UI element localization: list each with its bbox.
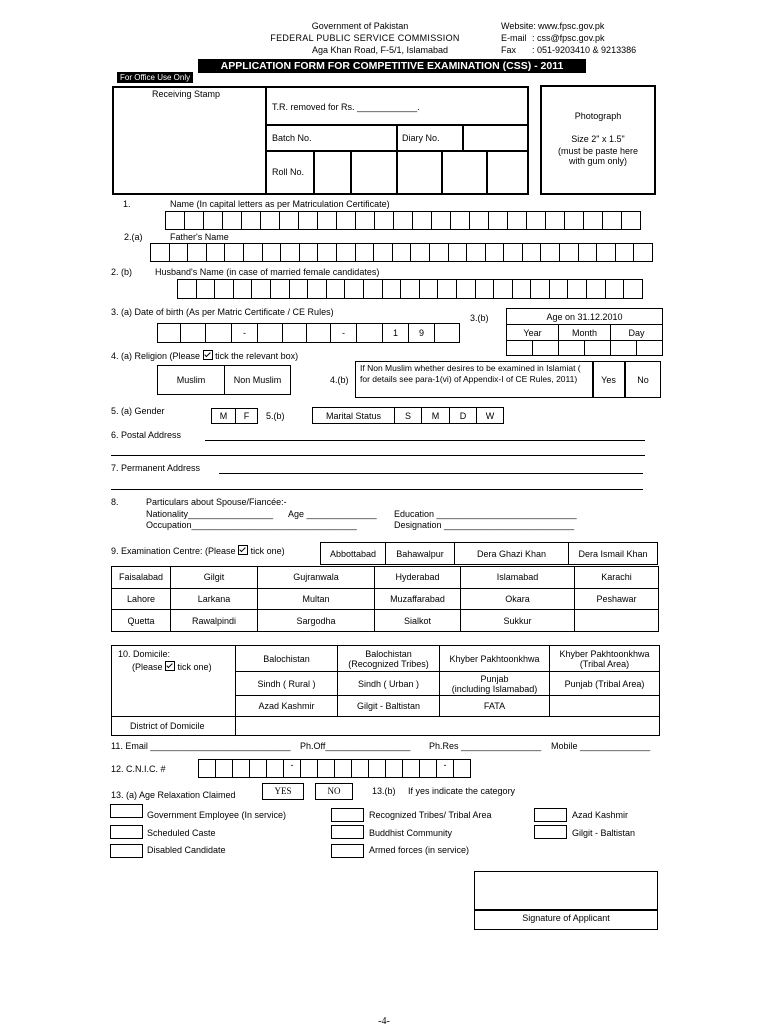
letter-box[interactable] bbox=[224, 243, 244, 262]
centre-cell[interactable]: Dera Ismail Khan bbox=[569, 543, 658, 565]
header-line3: Aga Khan Road, F-5/1, Islamabad bbox=[311, 45, 449, 55]
tribal-checkbox[interactable] bbox=[331, 808, 364, 822]
office-divider bbox=[265, 86, 267, 194]
letter-box[interactable] bbox=[485, 243, 505, 262]
letter-box[interactable] bbox=[475, 279, 495, 299]
letter-box[interactable] bbox=[605, 279, 625, 299]
domicile-balochistan-rt[interactable]: Balochistan (Recognized Tribes) bbox=[338, 646, 440, 672]
letter-box[interactable] bbox=[410, 243, 430, 262]
photo-size: Size 2" x 1.5" bbox=[571, 134, 625, 144]
cnic-label: 12. C.N.I.C. # bbox=[111, 764, 166, 774]
letter-box[interactable] bbox=[317, 243, 337, 262]
marital-d[interactable]: D bbox=[449, 407, 477, 424]
domicile-punjab-tribal[interactable]: Punjab (Tribal Area) bbox=[550, 672, 660, 696]
scheduled-caste-checkbox[interactable] bbox=[110, 825, 143, 839]
letter-box[interactable] bbox=[279, 211, 299, 230]
website-link[interactable]: www.fpsc.gov.pk bbox=[538, 21, 605, 31]
letter-box[interactable] bbox=[503, 243, 523, 262]
centre-cell[interactable]: Gilgit bbox=[171, 567, 258, 589]
gilgit-checkbox[interactable] bbox=[534, 825, 567, 839]
marital-boxes[interactable] bbox=[313, 407, 504, 424]
letter-box[interactable] bbox=[336, 211, 356, 230]
letter-box[interactable] bbox=[602, 211, 622, 230]
dob-label: 3. (a) Date of birth (As per Matric Certificate / CE Rules) bbox=[111, 307, 334, 317]
letter-box[interactable] bbox=[222, 211, 242, 230]
postal-label: 6. Postal Address bbox=[111, 430, 182, 440]
marital-label: Marital Status bbox=[312, 407, 395, 424]
letter-box[interactable] bbox=[206, 243, 226, 262]
exam-centre-top-row bbox=[320, 542, 658, 565]
islamiat-no[interactable]: No bbox=[637, 375, 649, 385]
office-vline-a bbox=[396, 124, 398, 194]
centre-cell[interactable]: Islamabad bbox=[461, 567, 575, 589]
gilgit-label: Gilgit - Baltistan bbox=[572, 828, 636, 838]
phone-office-field[interactable]: Ph.Off_________________ bbox=[300, 741, 411, 751]
exam-centre-table bbox=[111, 566, 659, 632]
centre-cell[interactable]: Lahore bbox=[112, 588, 171, 610]
spouse-nationality[interactable]: Nationality_________________ bbox=[146, 509, 274, 519]
letter-box[interactable] bbox=[549, 279, 569, 299]
marital-w[interactable]: W bbox=[476, 407, 504, 424]
tick-icon bbox=[165, 661, 175, 671]
disabled-label: Disabled Candidate bbox=[147, 845, 226, 855]
marital-m[interactable]: M bbox=[421, 407, 450, 424]
fax-label: Fax bbox=[501, 45, 517, 55]
husband-label: Husband's Name (in case of married female candidates) bbox=[155, 267, 380, 277]
domicile-sindh-rural[interactable]: Sindh ( Rural ) bbox=[236, 672, 338, 696]
signature-label: Signature of Applicant bbox=[522, 913, 610, 923]
letter-box[interactable] bbox=[184, 211, 204, 230]
mobile-field[interactable]: Mobile ______________ bbox=[551, 741, 651, 751]
spouse-occupation[interactable]: Occupation_________________________________ bbox=[146, 520, 357, 530]
relaxation-indicate: If yes indicate the category bbox=[408, 786, 516, 796]
centre-cell[interactable]: Faisalabad bbox=[112, 567, 171, 589]
letter-box[interactable] bbox=[540, 243, 560, 262]
letter-box[interactable] bbox=[382, 279, 402, 299]
centre-cell[interactable] bbox=[575, 610, 659, 632]
district-input[interactable] bbox=[236, 717, 660, 736]
letter-box[interactable] bbox=[262, 243, 282, 262]
relaxation-yes[interactable]: YES bbox=[262, 783, 304, 800]
age-num: 3.(b) bbox=[470, 313, 489, 323]
letter-box[interactable] bbox=[336, 243, 356, 262]
letter-box[interactable] bbox=[466, 243, 486, 262]
domicile-azad-kashmir[interactable]: Azad Kashmir bbox=[236, 696, 338, 717]
roll-no-label: Roll No. bbox=[272, 167, 305, 177]
religion-muslim[interactable]: Muslim bbox=[157, 365, 225, 395]
fax-value: : 051-9203410 & 9213386 bbox=[532, 45, 637, 55]
letter-box[interactable] bbox=[177, 279, 197, 299]
letter-box[interactable] bbox=[400, 279, 420, 299]
age-day: Day bbox=[611, 325, 663, 341]
relaxation-num-b: 13.(b) bbox=[372, 786, 396, 796]
permanent-line-1[interactable] bbox=[219, 473, 643, 474]
photo-note-2: with gum only) bbox=[568, 156, 628, 166]
centre-cell[interactable]: Muzaffarabad bbox=[375, 588, 461, 610]
roll-div-2 bbox=[350, 150, 352, 194]
letter-box[interactable] bbox=[169, 243, 189, 262]
centre-cell[interactable]: Hyderabad bbox=[375, 567, 461, 589]
letter-box[interactable] bbox=[187, 243, 207, 262]
form-title: APPLICATION FORM FOR COMPETITIVE EXAMINATION (CSS) - 2011 bbox=[198, 59, 586, 73]
husband-num: 2. (b) bbox=[111, 267, 133, 277]
domicile-kp[interactable]: Khyber Pakhtoonkhwa bbox=[440, 646, 550, 672]
centre-cell[interactable]: Gujranwala bbox=[258, 567, 375, 589]
letter-box[interactable] bbox=[448, 243, 468, 262]
photo-title: Photograph bbox=[574, 111, 622, 121]
age-year: Year bbox=[507, 325, 559, 341]
centre-cell[interactable]: Sukkur bbox=[461, 610, 575, 632]
centre-cell[interactable]: Sialkot bbox=[375, 610, 461, 632]
letter-box[interactable] bbox=[419, 279, 439, 299]
letter-box[interactable] bbox=[241, 211, 261, 230]
buddhist-label: Buddhist Community bbox=[369, 828, 453, 838]
islamiat-question: If Non Muslim whether desires to be examined in Islamiat ( for details see para-1(vi) of Appendix-I of CE Rules, 2011) bbox=[360, 363, 581, 384]
roll-div-4 bbox=[486, 150, 488, 194]
centre-cell[interactable]: Peshawar bbox=[575, 588, 659, 610]
letter-box[interactable] bbox=[469, 211, 489, 230]
letter-box[interactable] bbox=[317, 211, 337, 230]
letter-box[interactable] bbox=[578, 243, 598, 262]
letter-box[interactable] bbox=[586, 279, 606, 299]
letter-box[interactable] bbox=[165, 211, 185, 230]
letter-box[interactable] bbox=[596, 243, 616, 262]
religion-boxes[interactable] bbox=[158, 365, 291, 395]
name-label: Name (In capital letters as per Matriculation Certificate) bbox=[170, 199, 390, 209]
letter-box[interactable] bbox=[298, 211, 318, 230]
letter-box[interactable] bbox=[203, 211, 223, 230]
gender-label: 5. (a) Gender bbox=[111, 406, 165, 416]
centre-cell[interactable]: Larkana bbox=[171, 588, 258, 610]
centre-cell[interactable]: Karachi bbox=[575, 567, 659, 589]
letter-box[interactable] bbox=[270, 279, 290, 299]
letter-box[interactable] bbox=[437, 279, 457, 299]
domicile-gilgit[interactable]: Gilgit - Baltistan bbox=[338, 696, 440, 717]
gov-employee-label: Government Employee (In service) bbox=[147, 810, 287, 820]
letter-box[interactable] bbox=[507, 211, 527, 230]
letter-box[interactable] bbox=[344, 279, 364, 299]
email-label: E-mail bbox=[501, 33, 527, 43]
spouse-title: Particulars about Spouse/Fiancée:- bbox=[146, 497, 287, 507]
website-label: Website: bbox=[501, 21, 536, 31]
photo-note-1: (must be paste here bbox=[557, 146, 639, 156]
receiving-stamp-label: Receiving Stamp bbox=[152, 89, 221, 99]
letter-box[interactable] bbox=[251, 279, 271, 299]
age-month: Month bbox=[559, 325, 611, 341]
tick-icon bbox=[238, 545, 248, 555]
name-num: 1. bbox=[123, 199, 131, 209]
spouse-education[interactable]: Education ____________________________ bbox=[394, 509, 577, 519]
page-number: -4- bbox=[378, 1016, 390, 1027]
azad-kashmir-checkbox[interactable] bbox=[534, 808, 567, 822]
dob-boxes[interactable]: - - 1 9 bbox=[158, 323, 460, 343]
letter-box[interactable] bbox=[493, 279, 513, 299]
header-line2: FEDERAL PUBLIC SERVICE COMMISSION bbox=[270, 33, 460, 43]
letter-box[interactable] bbox=[583, 211, 603, 230]
letter-box[interactable] bbox=[412, 211, 432, 230]
marital-num: 5.(b) bbox=[266, 411, 285, 421]
tribal-label: Recognized Tribes/ Tribal Area bbox=[369, 810, 492, 820]
tr-removed-label: T.R. removed for Rs. ____________. bbox=[272, 102, 420, 112]
letter-box[interactable] bbox=[243, 243, 263, 262]
gender-m[interactable]: M bbox=[211, 408, 236, 424]
letter-box[interactable] bbox=[429, 243, 449, 262]
relaxation-no[interactable]: NO bbox=[315, 783, 353, 800]
domicile-fata[interactable]: FATA bbox=[440, 696, 550, 717]
permanent-line-2[interactable] bbox=[111, 489, 643, 490]
letter-box[interactable] bbox=[545, 211, 565, 230]
letter-box[interactable] bbox=[621, 211, 641, 230]
name-boxes[interactable] bbox=[166, 211, 641, 230]
postal-line-2[interactable] bbox=[111, 455, 645, 456]
letter-box[interactable] bbox=[280, 243, 300, 262]
letter-box[interactable] bbox=[373, 243, 393, 262]
islamiat-num: 4.(b) bbox=[330, 375, 349, 385]
letter-box[interactable] bbox=[488, 211, 508, 230]
letter-box[interactable] bbox=[526, 211, 546, 230]
letter-box[interactable] bbox=[431, 211, 451, 230]
centre-cell[interactable]: Multan bbox=[258, 588, 375, 610]
father-name-boxes[interactable] bbox=[151, 243, 653, 262]
domicile-punjab[interactable]: Punjab (including Islamabad) bbox=[440, 672, 550, 696]
centre-cell[interactable]: Abbottabad bbox=[321, 543, 386, 565]
letter-box[interactable] bbox=[393, 211, 413, 230]
spouse-age[interactable]: Age ______________ bbox=[288, 509, 377, 519]
age-title: Age on 31.12.2010 bbox=[507, 309, 663, 325]
letter-box[interactable] bbox=[307, 279, 327, 299]
domicile-sindh-urban[interactable]: Sindh ( Urban ) bbox=[338, 672, 440, 696]
phone-res-field[interactable]: Ph.Res ________________ bbox=[429, 741, 542, 751]
letter-box[interactable] bbox=[326, 279, 346, 299]
letter-box[interactable] bbox=[623, 279, 643, 299]
disabled-checkbox[interactable] bbox=[110, 844, 143, 858]
spouse-num: 8. bbox=[111, 497, 119, 507]
domicile-kp-tribal[interactable]: Khyber Pakhtoonkhwa (Tribal Area) bbox=[550, 646, 660, 672]
azad-kashmir-label: Azad Kashmir bbox=[572, 810, 629, 820]
scheduled-caste-label: Scheduled Caste bbox=[147, 828, 216, 838]
age-table bbox=[506, 308, 663, 356]
letter-box[interactable] bbox=[214, 279, 234, 299]
letter-box[interactable] bbox=[289, 279, 309, 299]
email-link[interactable]: : css@fpsc.gov.pk bbox=[532, 33, 605, 43]
letter-box[interactable] bbox=[374, 211, 394, 230]
armed-forces-label: Armed forces (in service) bbox=[369, 845, 470, 855]
letter-box[interactable] bbox=[564, 211, 584, 230]
office-vline-b bbox=[462, 124, 464, 151]
husband-name-boxes[interactable] bbox=[178, 279, 643, 299]
postal-line-1[interactable] bbox=[205, 440, 645, 441]
roll-div-1 bbox=[313, 150, 315, 194]
father-num: 2.(a) bbox=[124, 232, 143, 242]
centre-cell[interactable]: Bahawalpur bbox=[386, 543, 455, 565]
batch-no-label: Batch No. bbox=[272, 133, 312, 143]
letter-box[interactable] bbox=[567, 279, 587, 299]
gender-f[interactable]: F bbox=[235, 408, 258, 424]
domicile-table bbox=[111, 645, 660, 736]
letter-box[interactable] bbox=[530, 279, 550, 299]
religion-label: 4. (a) Religion (Please tick the relevant box) bbox=[111, 351, 299, 361]
relaxation-label: 13. (a) Age Relaxation Claimed bbox=[111, 790, 236, 800]
spouse-designation[interactable]: Designation __________________________ bbox=[394, 520, 575, 530]
permanent-label: 7. Permanent Address bbox=[111, 463, 201, 473]
exam-centre-label: 9. Examination Centre: (Please tick one) bbox=[111, 546, 285, 556]
letter-box[interactable] bbox=[355, 211, 375, 230]
roll-div-3 bbox=[441, 150, 443, 194]
letter-box[interactable] bbox=[233, 279, 253, 299]
letter-box[interactable] bbox=[150, 243, 170, 262]
domicile-label-cell: 10. Domicile: (Please tick one) bbox=[112, 646, 236, 717]
armed-forces-checkbox[interactable] bbox=[331, 844, 364, 858]
district-label: District of Domicile bbox=[112, 717, 236, 736]
letter-box[interactable] bbox=[633, 243, 653, 262]
gov-employee-checkbox[interactable] bbox=[110, 804, 143, 818]
centre-cell[interactable]: Rawalpindi bbox=[171, 610, 258, 632]
letter-box[interactable] bbox=[392, 243, 412, 262]
header-line1: Government of Pakistan bbox=[311, 21, 409, 31]
letter-box[interactable] bbox=[559, 243, 579, 262]
diary-no-label: Diary No. bbox=[402, 133, 440, 143]
centre-cell[interactable]: Sargodha bbox=[258, 610, 375, 632]
tick-icon bbox=[203, 350, 213, 360]
cnic-boxes[interactable]: - - bbox=[199, 759, 471, 778]
buddhist-checkbox[interactable] bbox=[331, 825, 364, 839]
email-field[interactable]: 11. Email ____________________________ bbox=[111, 741, 291, 751]
centre-cell[interactable]: Quetta bbox=[112, 610, 171, 632]
letter-box[interactable] bbox=[450, 211, 470, 230]
letter-box[interactable] bbox=[260, 211, 280, 230]
domicile-balochistan[interactable]: Balochistan bbox=[236, 646, 338, 672]
office-use-label: For Office Use Only bbox=[117, 72, 193, 83]
letter-box[interactable] bbox=[363, 279, 383, 299]
letter-box[interactable] bbox=[615, 243, 635, 262]
centre-cell[interactable]: Dera Ghazi Khan bbox=[455, 543, 569, 565]
letter-box[interactable] bbox=[299, 243, 319, 262]
gender-boxes[interactable] bbox=[212, 408, 258, 424]
letter-box[interactable] bbox=[456, 279, 476, 299]
letter-box[interactable] bbox=[355, 243, 375, 262]
father-label: Father's Name bbox=[170, 232, 229, 242]
letter-box[interactable] bbox=[522, 243, 542, 262]
marital-s[interactable]: S bbox=[394, 407, 422, 424]
centre-cell[interactable]: Okara bbox=[461, 588, 575, 610]
islamiat-yes[interactable]: Yes bbox=[601, 375, 616, 385]
religion-non-muslim[interactable]: Non Muslim bbox=[224, 365, 291, 395]
letter-box[interactable] bbox=[512, 279, 532, 299]
letter-box[interactable] bbox=[196, 279, 216, 299]
